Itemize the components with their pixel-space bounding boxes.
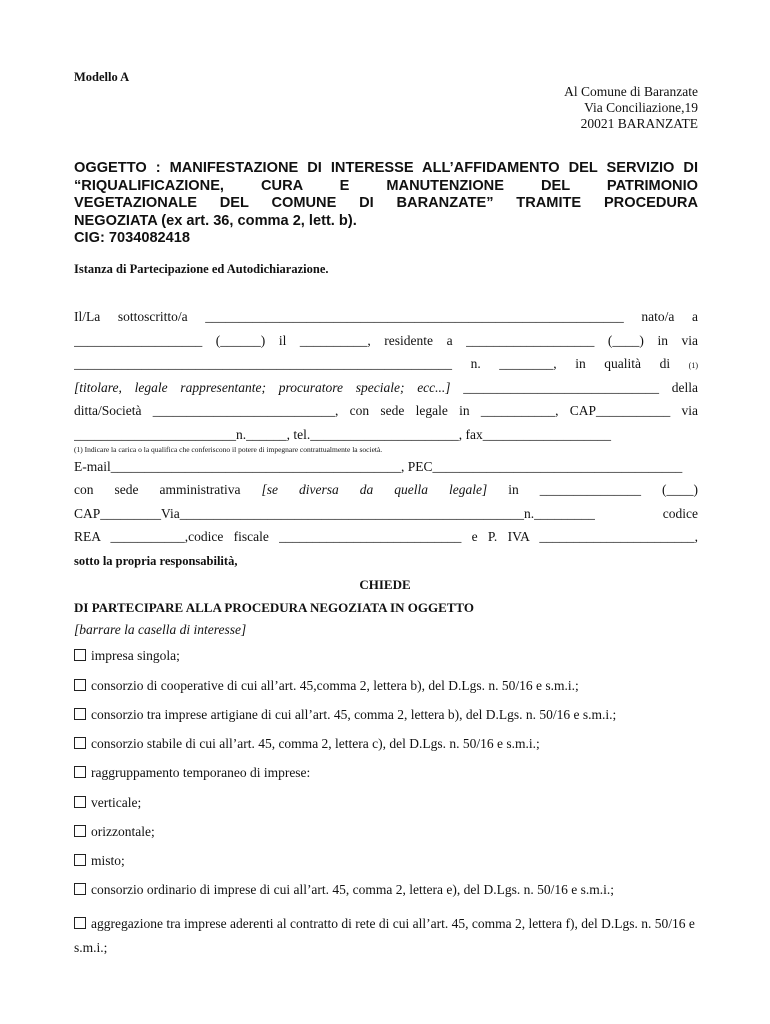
option-consorzio-cooperative[interactable] — [74, 678, 579, 694]
option-aggregazione-rete[interactable] — [74, 912, 698, 960]
subject-block — [74, 160, 698, 248]
option-consorzio-artigiane[interactable] — [74, 707, 616, 723]
istanza-title: Istanza di Partecipazione ed Autodichiarazione. — [74, 262, 329, 276]
form-line-cap: CAP_________Via___________________________________________________n._________ codice — [74, 505, 698, 521]
admin-seat-post: in _______________ (____) — [508, 482, 698, 497]
form-line-address — [74, 354, 698, 378]
option-verticale[interactable] — [74, 795, 141, 811]
option-label: misto; — [91, 853, 125, 868]
participate-heading: DI PARTECIPARE ALLA PROCEDURA NEGOZIATA IN OGGETTO — [74, 600, 474, 615]
checkbox-icon[interactable] — [74, 766, 86, 778]
option-impresa-singola[interactable] — [74, 648, 180, 664]
subject-cig: CIG: 7034082418 — [74, 230, 191, 246]
form-line-admin-seat — [74, 480, 698, 504]
address-line-1: Al Comune di Baranzate — [564, 84, 698, 99]
footnote-ref: (1) — [688, 361, 698, 370]
form-line-email: E-mail___________________________________________, PEC_____________________________________ — [74, 458, 683, 474]
checkbox-icon[interactable] — [74, 825, 86, 837]
model-label: Modello A — [74, 70, 130, 84]
checkbox-icon[interactable] — [74, 796, 86, 808]
option-consorzio-stabile[interactable] — [74, 736, 540, 752]
checkbox-icon[interactable] — [74, 854, 86, 866]
role-blank: _____________________________ della — [450, 379, 698, 395]
responsibility-line: sotto la propria responsabilità, — [74, 554, 238, 568]
option-label: orizzontale; — [91, 824, 155, 839]
option-label: consorzio tra imprese artigiane di cui all’art. 45, comma 2, lettera b), del D.Lgs. n. 50/16 e s.m.i.; — [91, 707, 617, 722]
instruction-text: [barrare la casella di interesse] — [74, 622, 247, 637]
admin-seat-pre: con sede amministrativa — [74, 482, 241, 497]
form-line-role — [74, 378, 698, 402]
option-raggruppamento[interactable] — [74, 765, 310, 781]
option-label: raggruppamento temporaneo di imprese: — [91, 765, 311, 780]
option-orizzontale[interactable] — [74, 824, 155, 840]
form-line-company: ditta/Società ___________________________, con sede legale in ___________, CAP___________ via — [74, 403, 698, 418]
checkbox-icon[interactable] — [74, 883, 86, 895]
option-label: aggregazione tra imprese aderenti al contratto di rete di cui all’art. 45, comma 2, lettera f), del D.Lgs. n. 50/16 e s.m.i.; — [74, 916, 695, 955]
option-label: consorzio ordinario di imprese di cui all’art. 45, comma 2, lettera e), del D.Lgs. n. 50/16 e s.m.i.; — [91, 882, 614, 897]
option-label: impresa singola; — [91, 648, 180, 663]
checkbox-icon[interactable] — [74, 708, 86, 720]
address-line-2: Via Conciliazione,19 — [584, 100, 698, 115]
option-label: verticale; — [91, 795, 142, 810]
option-misto[interactable] — [74, 853, 125, 869]
address-line-3: 20021 BARANZATE — [580, 116, 698, 131]
checkbox-icon[interactable] — [74, 917, 86, 929]
role-options: [titolare, legale rappresentante; procuratore speciale; ecc...] — [74, 379, 451, 395]
declaration-form — [74, 307, 698, 551]
form-line-name: Il/La sottoscritto/a ______________________________________________________________ nato/a a — [74, 309, 698, 324]
form-line-address-text: ________________________________________________________ n. ________, in qualità di — [74, 356, 671, 371]
form-line-birth: ___________________ (______) il __________, residente a ___________________ (____) in via — [74, 332, 698, 348]
checkbox-icon[interactable] — [74, 649, 86, 661]
option-consorzio-ordinario[interactable] — [74, 882, 614, 898]
option-label: consorzio stabile di cui all’art. 45, comma 2, lettera c), del D.Lgs. n. 50/16 e s.m.i.; — [91, 736, 540, 751]
footnote: (1) Indicare la carica o la qualifica che conferiscono il potere di impegnare contrattualmente la società. — [74, 444, 383, 454]
form-line-rea: REA ___________,codice fiscale ___________________________ e P. IVA _______________________, — [74, 529, 698, 544]
option-label: consorzio di cooperative di cui all’art. 45,comma 2, lettera b), del D.Lgs. n. 50/16 e s.m.i.; — [91, 678, 579, 693]
recipient-address — [564, 84, 698, 132]
subject-line-3: VEGETAZIONALE DEL COMUNE DI BARANZATE” TRAMITE PROCEDURA — [74, 195, 698, 211]
admin-seat-italic: [se diversa da quella legale] — [261, 482, 488, 497]
checkbox-icon[interactable] — [74, 737, 86, 749]
subject-line-4: NEGOZIATA (ex art. 36, comma 2, lett. b). — [74, 212, 357, 229]
form-line-contacts: ________________________n.______, tel.______________________, fax___________________ — [74, 426, 611, 442]
chiede-heading: CHIEDE — [359, 577, 411, 592]
subject-line-2: “RIQUALIFICAZIONE, CURA E MANUTENZIONE DEL PATRIMONIO — [74, 177, 698, 194]
checkbox-icon[interactable] — [74, 679, 86, 691]
subject-line-1: OGGETTO : MANIFESTAZIONE DI INTERESSE ALL’AFFIDAMENTO DEL SERVIZIO DI — [74, 160, 698, 176]
